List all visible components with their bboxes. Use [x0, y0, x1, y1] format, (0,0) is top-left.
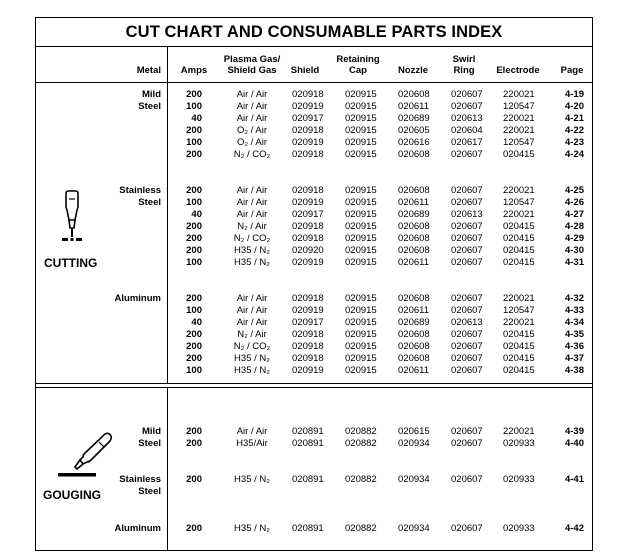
- shield-cell: 020891: [292, 426, 324, 437]
- electrode-cell: 020933: [503, 438, 535, 449]
- cap-cell: 020915: [345, 113, 377, 124]
- electrode-cell: 020415: [503, 353, 535, 364]
- nozzle-cell: 020611: [398, 365, 429, 376]
- swirl-cell: 020607: [451, 353, 483, 364]
- gas-cell: N₂ / Air: [237, 329, 267, 340]
- swirl-cell: 020607: [451, 89, 483, 100]
- swirl-cell: 020607: [451, 101, 483, 112]
- shield-cell: 020919: [292, 197, 324, 208]
- electrode-cell: 220021: [503, 209, 535, 220]
- cap-cell: 020915: [345, 101, 377, 112]
- nozzle-cell: 020611: [398, 197, 429, 208]
- amps-cell: 200: [186, 438, 202, 449]
- gas-cell: O₂ / Air: [236, 137, 268, 148]
- cutting-vertical-divider: [167, 82, 168, 383]
- shield-cell: 020917: [292, 113, 324, 124]
- nozzle-cell: 020608: [398, 245, 430, 256]
- amps-cell: 200: [186, 245, 202, 256]
- cap-cell: 020915: [345, 245, 377, 256]
- page-cell: 4-32: [564, 293, 584, 304]
- swirl-cell: 020607: [451, 474, 483, 485]
- swirl-cell: 020607: [451, 233, 483, 244]
- cap-cell: 020915: [345, 293, 377, 304]
- header-cap-line1: Retaining: [336, 54, 380, 65]
- shield-cell: 020918: [292, 125, 324, 136]
- electrode-cell: 020415: [503, 233, 535, 244]
- nozzle-cell: 020689: [398, 209, 430, 220]
- cutting-label: CUTTING: [44, 256, 98, 270]
- shield-cell: 020918: [292, 233, 324, 244]
- swirl-cell: 020613: [451, 113, 483, 124]
- shield-cell: 020919: [292, 257, 324, 268]
- shield-cell: 020919: [292, 137, 324, 148]
- cap-cell: 020915: [345, 185, 377, 196]
- gas-cell: N₂ / CO₂: [233, 341, 271, 352]
- page-cell: 4-24: [564, 149, 584, 160]
- gas-cell: H35 / N₂: [234, 365, 270, 376]
- header-cap-line2: Cap: [349, 64, 367, 76]
- swirl-cell: 020607: [451, 329, 483, 340]
- page-title: CUT CHART AND CONSUMABLE PARTS INDEX: [35, 17, 593, 47]
- amps-cell: 40: [191, 317, 202, 328]
- gas-cell: N₂ / CO₂: [233, 149, 271, 160]
- amps-cell: 40: [191, 113, 202, 124]
- page-cell: 4-29: [564, 233, 584, 244]
- cap-cell: 020915: [345, 305, 377, 316]
- header-swirl: [442, 55, 486, 76]
- header-nozzle: Nozzle: [397, 65, 429, 76]
- electrode-cell: 020415: [503, 257, 535, 268]
- electrode-cell: 220021: [503, 185, 535, 196]
- swirl-cell: 020607: [451, 257, 483, 268]
- swirl-cell: 020607: [451, 426, 483, 437]
- gas-cell: H35 / N₂: [234, 257, 270, 268]
- electrode-cell: 220021: [503, 113, 535, 124]
- gouging-label: GOUGING: [43, 488, 102, 502]
- header-gas-line1: Plasma Gas/: [223, 54, 281, 65]
- page-cell: 4-39: [564, 426, 584, 437]
- cap-cell: 020915: [345, 209, 377, 220]
- header-electrode: Electrode: [496, 65, 540, 76]
- shield-cell: 020918: [292, 89, 324, 100]
- page-cell: 4-21: [564, 113, 584, 124]
- amps-cell: 100: [186, 257, 202, 268]
- gas-cell: Air / Air: [236, 293, 268, 304]
- electrode-cell: 020415: [503, 245, 535, 256]
- gas-cell: O₂ / Air: [236, 125, 268, 136]
- amps-cell: 40: [191, 209, 202, 220]
- nozzle-cell: 020608: [398, 233, 430, 244]
- cap-cell: 020915: [345, 233, 377, 244]
- electrode-cell: 220021: [503, 317, 535, 328]
- metal-label: Mild Steel: [138, 89, 161, 112]
- amps-cell: 200: [186, 426, 202, 437]
- amps-cell: 100: [186, 137, 202, 148]
- amps-cell: 200: [186, 185, 202, 196]
- header-amps: Amps: [180, 65, 208, 76]
- cap-cell: 020882: [345, 523, 377, 534]
- electrode-cell: 220021: [503, 426, 535, 437]
- cap-cell: 020915: [345, 125, 377, 136]
- cap-cell: 020915: [345, 197, 377, 208]
- swirl-cell: 020607: [451, 305, 483, 316]
- swirl-cell: 020607: [451, 523, 483, 534]
- shield-cell: 020918: [292, 221, 324, 232]
- header-metal: Metal: [136, 65, 161, 76]
- cap-cell: 020915: [345, 89, 377, 100]
- cap-cell: 020915: [345, 329, 377, 340]
- shield-cell: 020917: [292, 209, 324, 220]
- swirl-cell: 020617: [451, 137, 483, 148]
- nozzle-cell: 020611: [398, 257, 429, 268]
- shield-cell: 020918: [292, 341, 324, 352]
- nozzle-cell: 020608: [398, 293, 430, 304]
- nozzle-cell: 020608: [398, 149, 430, 160]
- nozzle-cell: 020689: [398, 317, 430, 328]
- header-vertical-divider: [167, 47, 168, 83]
- nozzle-cell: 020934: [398, 474, 430, 485]
- electrode-cell: 120547: [503, 101, 535, 112]
- swirl-cell: 020607: [451, 341, 483, 352]
- amps-cell: 200: [186, 523, 202, 534]
- section-divider-top: [35, 383, 593, 384]
- page-cell: 4-19: [564, 89, 584, 100]
- shield-cell: 020918: [292, 149, 324, 160]
- amps-cell: 200: [186, 221, 202, 232]
- page-cell: 4-31: [564, 257, 584, 268]
- page-cell: 4-20: [564, 101, 584, 112]
- nozzle-cell: 020689: [398, 113, 430, 124]
- amps-cell: 200: [186, 353, 202, 364]
- shield-cell: 020891: [292, 474, 324, 485]
- page-cell: 4-25: [564, 185, 584, 196]
- page-cell: 4-33: [564, 305, 584, 316]
- gas-cell: N₂ / CO₂: [233, 233, 271, 244]
- nozzle-cell: 020608: [398, 185, 430, 196]
- swirl-cell: 020613: [451, 209, 483, 220]
- page-cell: 4-37: [564, 353, 584, 364]
- page-cell: 4-22: [564, 125, 584, 136]
- shield-cell: 020919: [292, 305, 324, 316]
- amps-cell: 200: [186, 233, 202, 244]
- gas-cell: Air / Air: [236, 317, 268, 328]
- shield-cell: 020917: [292, 317, 324, 328]
- nozzle-cell: 020616: [398, 137, 430, 148]
- shield-cell: 020918: [292, 353, 324, 364]
- swirl-cell: 020613: [451, 317, 483, 328]
- nozzle-cell: 020934: [398, 523, 430, 534]
- amps-cell: 200: [186, 125, 202, 136]
- nozzle-cell: 020608: [398, 353, 430, 364]
- cap-cell: 020882: [345, 438, 377, 449]
- page-cell: 4-34: [564, 317, 584, 328]
- nozzle-cell: 020611: [398, 101, 429, 112]
- shield-cell: 020918: [292, 293, 324, 304]
- amps-cell: 200: [186, 89, 202, 100]
- swirl-cell: 020607: [451, 365, 483, 376]
- gas-cell: Air / Air: [236, 101, 268, 112]
- cap-cell: 020915: [345, 221, 377, 232]
- electrode-cell: 020933: [503, 474, 535, 485]
- metal-label: Stainless Steel: [119, 474, 161, 497]
- page-cell: 4-42: [564, 523, 584, 534]
- electrode-cell: 020415: [503, 149, 535, 160]
- page-cell: 4-23: [564, 137, 584, 148]
- metal-label: Aluminum: [114, 293, 161, 304]
- page-cell: 4-36: [564, 341, 584, 352]
- gas-cell: H35 / N₂: [234, 245, 270, 256]
- page-cell: 4-26: [564, 197, 584, 208]
- amps-cell: 100: [186, 197, 202, 208]
- electrode-cell: 220021: [503, 293, 535, 304]
- swirl-cell: 020607: [451, 438, 483, 449]
- gas-cell: H35 / N₂: [234, 523, 270, 534]
- nozzle-cell: 020615: [398, 426, 430, 437]
- amps-cell: 200: [186, 149, 202, 160]
- gas-cell: Air / Air: [236, 197, 268, 208]
- page-cell: 4-40: [564, 438, 584, 449]
- shield-cell: 020920: [292, 245, 324, 256]
- page-cell: 4-38: [564, 365, 584, 376]
- swirl-cell: 020607: [451, 185, 483, 196]
- amps-cell: 200: [186, 341, 202, 352]
- shield-cell: 020919: [292, 365, 324, 376]
- gas-cell: H35/Air: [236, 438, 268, 449]
- nozzle-cell: 020934: [398, 438, 430, 449]
- swirl-cell: 020607: [451, 149, 483, 160]
- amps-cell: 200: [186, 329, 202, 340]
- nozzle-cell: 020611: [398, 305, 429, 316]
- header-swirl-line1: Swirl: [452, 54, 476, 65]
- nozzle-cell: 020605: [398, 125, 430, 136]
- metal-label: Mild Steel: [138, 426, 161, 449]
- shield-cell: 020891: [292, 438, 324, 449]
- amps-cell: 100: [186, 365, 202, 376]
- amps-cell: 200: [186, 474, 202, 485]
- header-page: Page: [560, 65, 584, 76]
- electrode-cell: 220021: [503, 125, 535, 136]
- gas-cell: Air / Air: [236, 209, 268, 220]
- gas-cell: H35 / N₂: [234, 474, 270, 485]
- electrode-cell: 120547: [503, 137, 535, 148]
- swirl-cell: 020607: [451, 293, 483, 304]
- header-gas-line2: Shield Gas: [227, 64, 277, 76]
- metal-label: Aluminum: [114, 523, 161, 534]
- electrode-cell: 020415: [503, 341, 535, 352]
- cap-cell: 020915: [345, 257, 377, 268]
- cap-cell: 020915: [345, 137, 377, 148]
- gas-cell: H35 / N₂: [234, 353, 270, 364]
- cap-cell: 020915: [345, 149, 377, 160]
- header-gas: [215, 55, 289, 76]
- electrode-cell: 020933: [503, 523, 535, 534]
- shield-cell: 020891: [292, 523, 324, 534]
- gouging-vertical-divider: [167, 387, 168, 551]
- header-divider: [35, 82, 593, 83]
- gas-cell: Air / Air: [236, 426, 268, 437]
- page-cell: 4-27: [564, 209, 584, 220]
- gas-cell: Air / Air: [236, 185, 268, 196]
- page-cell: 4-28: [564, 221, 584, 232]
- nozzle-cell: 020608: [398, 89, 430, 100]
- nozzle-cell: 020608: [398, 329, 430, 340]
- gas-cell: N₂ / Air: [237, 221, 267, 232]
- cap-cell: 020915: [345, 317, 377, 328]
- electrode-cell: 020415: [503, 221, 535, 232]
- swirl-cell: 020604: [451, 125, 483, 136]
- cap-cell: 020882: [345, 474, 377, 485]
- swirl-cell: 020607: [451, 197, 483, 208]
- page-cell: 4-35: [564, 329, 584, 340]
- cap-cell: 020915: [345, 353, 377, 364]
- header-shield: Shield: [290, 65, 320, 76]
- electrode-cell: 220021: [503, 89, 535, 100]
- shield-cell: 020918: [292, 329, 324, 340]
- electrode-cell: 020415: [503, 365, 535, 376]
- section-divider-bottom: [35, 387, 593, 388]
- metal-label: Stainless Steel: [119, 185, 161, 208]
- header-swirl-line2: Ring: [453, 64, 475, 76]
- gas-cell: Air / Air: [236, 89, 268, 100]
- swirl-cell: 020607: [451, 221, 483, 232]
- amps-cell: 200: [186, 293, 202, 304]
- cap-cell: 020915: [345, 365, 377, 376]
- page-cell: 4-41: [564, 474, 584, 485]
- header-cap: [330, 55, 386, 76]
- cap-cell: 020882: [345, 426, 377, 437]
- gas-cell: Air / Air: [236, 113, 268, 124]
- cap-cell: 020915: [345, 341, 377, 352]
- amps-cell: 100: [186, 101, 202, 112]
- shield-cell: 020919: [292, 101, 324, 112]
- electrode-cell: 120547: [503, 305, 535, 316]
- swirl-cell: 020607: [451, 245, 483, 256]
- cutting-torch-icon: [56, 188, 88, 250]
- shield-cell: 020918: [292, 185, 324, 196]
- nozzle-cell: 020608: [398, 341, 430, 352]
- page-cell: 4-30: [564, 245, 584, 256]
- nozzle-cell: 020608: [398, 221, 430, 232]
- electrode-cell: 120547: [503, 197, 535, 208]
- amps-cell: 100: [186, 305, 202, 316]
- gas-cell: Air / Air: [236, 305, 268, 316]
- electrode-cell: 020415: [503, 329, 535, 340]
